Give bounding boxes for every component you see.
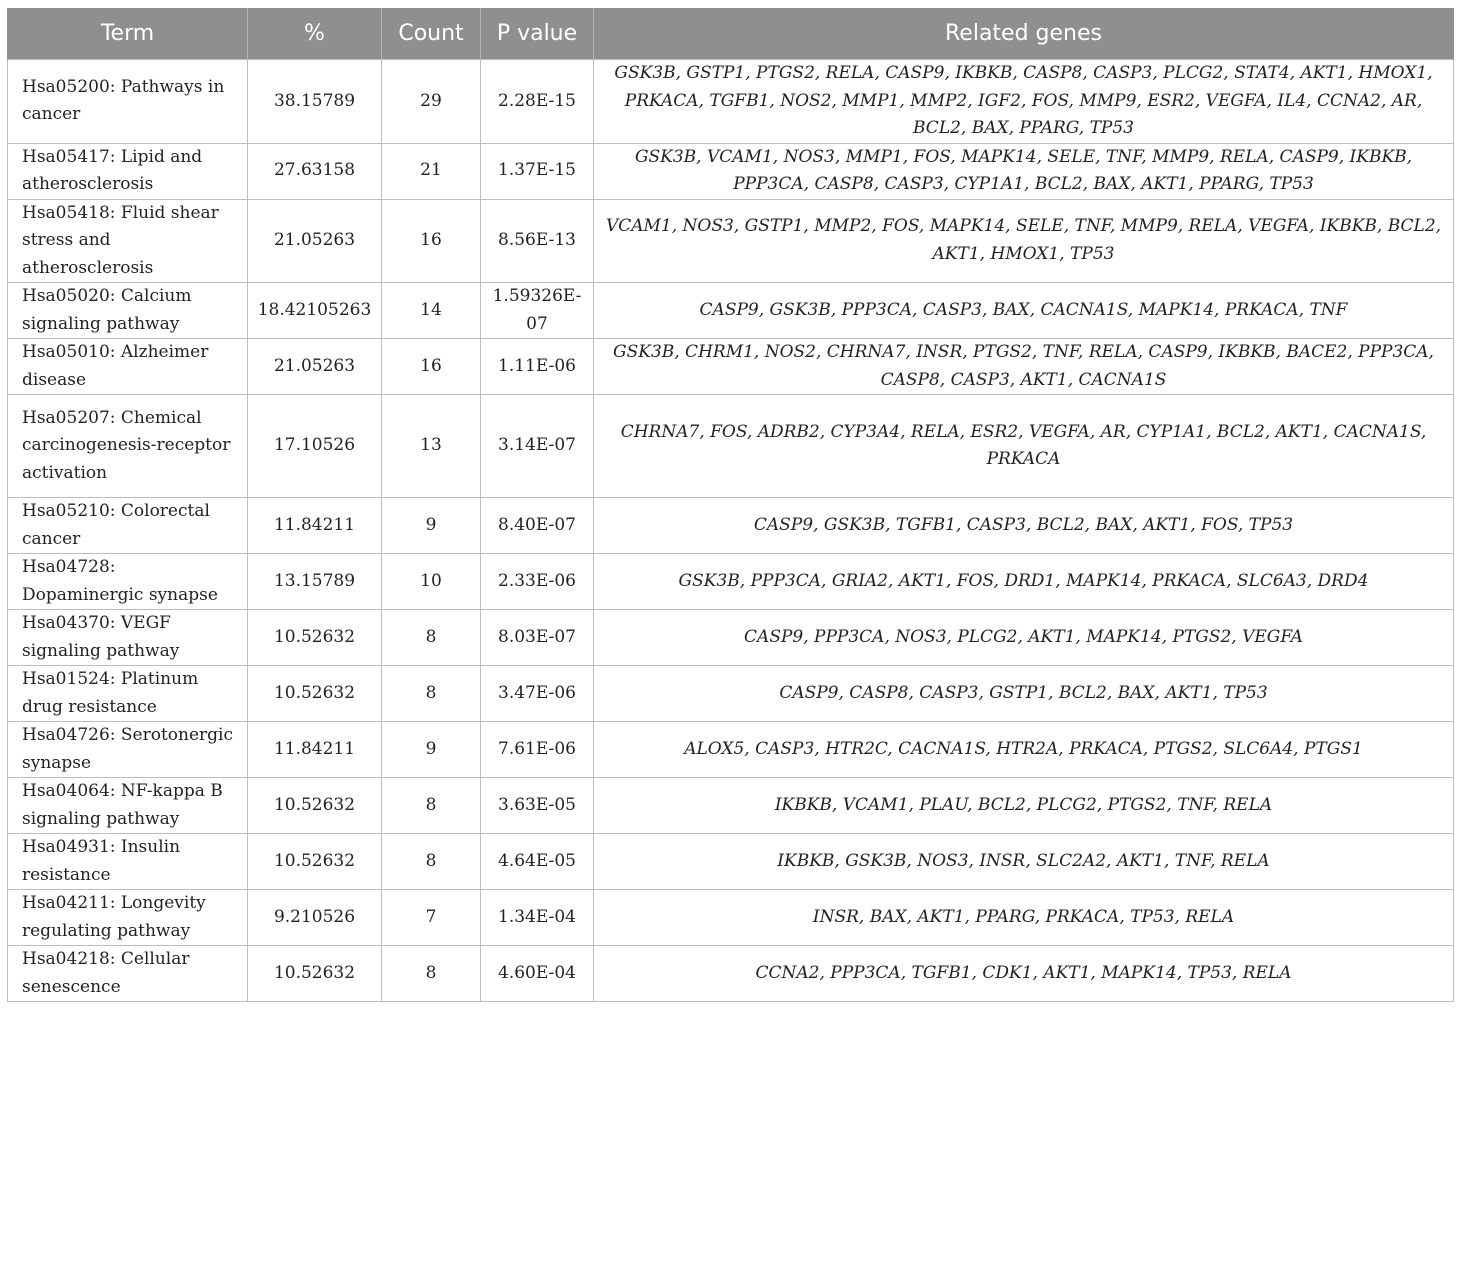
cell-term: Hsa04218: Cellular senescence <box>8 946 248 1002</box>
table-row <box>8 498 1454 554</box>
cell-p-value: 2.28E-15 <box>481 60 594 144</box>
table-row <box>8 890 1454 946</box>
header-p-value: P value <box>481 8 594 60</box>
table-row <box>8 778 1454 834</box>
cell-related-genes: GSK3B, CHRM1, NOS2, CHRNA7, INSR, PTGS2, TNF, RELA, CASP9, IKBKB, BACE2, PPP3CA, CASP8, CASP3, AKT1, CACNA1S <box>594 339 1454 395</box>
cell-p-value: 3.47E-06 <box>481 666 594 722</box>
cell-p-value: 2.33E-06 <box>481 554 594 610</box>
cell-related-genes: CCNA2, PPP3CA, TGFB1, CDK1, AKT1, MAPK14, TP53, RELA <box>594 946 1454 1002</box>
header-percent: % <box>248 8 382 60</box>
cell-related-genes: CASP9, GSK3B, TGFB1, CASP3, BCL2, BAX, AKT1, FOS, TP53 <box>594 498 1454 554</box>
header-term: Term <box>8 8 248 60</box>
cell-percent: 18.42105263 <box>248 283 382 339</box>
table-row <box>8 143 1454 199</box>
cell-count: 14 <box>382 283 481 339</box>
table-row <box>8 339 1454 395</box>
cell-related-genes: CASP9, PPP3CA, NOS3, PLCG2, AKT1, MAPK14, PTGS2, VEGFA <box>594 610 1454 666</box>
cell-term: Hsa05417: Lipid and atherosclerosis <box>8 143 248 199</box>
cell-term: Hsa01524: Platinum drug resistance <box>8 666 248 722</box>
table-row <box>8 60 1454 144</box>
cell-count: 9 <box>382 498 481 554</box>
cell-count: 8 <box>382 834 481 890</box>
cell-count: 8 <box>382 610 481 666</box>
cell-p-value: 8.03E-07 <box>481 610 594 666</box>
cell-related-genes: CHRNA7, FOS, ADRB2, CYP3A4, RELA, ESR2, VEGFA, AR, CYP1A1, BCL2, AKT1, CACNA1S, PRKACA <box>594 395 1454 498</box>
cell-term: Hsa04931: Insulin resistance <box>8 834 248 890</box>
table-row <box>8 554 1454 610</box>
cell-term: Hsa05418: Fluid shear stress and atherosclerosis <box>8 199 248 283</box>
table-row <box>8 283 1454 339</box>
cell-p-value: 1.59326E-07 <box>481 283 594 339</box>
cell-related-genes: GSK3B, GSTP1, PTGS2, RELA, CASP9, IKBKB, CASP8, CASP3, PLCG2, STAT4, AKT1, HMOX1, PRKACA, TGFB1, NOS2, MMP1, MMP2, IGF2, FOS, MMP9, ESR2, VEGFA, IL4, CCNA2, AR, BCL2, BAX, PPARG, TP53 <box>594 60 1454 144</box>
cell-percent: 10.52632 <box>248 778 382 834</box>
table-row <box>8 395 1454 498</box>
cell-count: 29 <box>382 60 481 144</box>
cell-p-value: 1.34E-04 <box>481 890 594 946</box>
table-row <box>8 199 1454 283</box>
cell-percent: 21.05263 <box>248 339 382 395</box>
cell-related-genes: INSR, BAX, AKT1, PPARG, PRKACA, TP53, RELA <box>594 890 1454 946</box>
cell-percent: 17.10526 <box>248 395 382 498</box>
cell-count: 10 <box>382 554 481 610</box>
cell-count: 16 <box>382 199 481 283</box>
cell-count: 16 <box>382 339 481 395</box>
cell-percent: 9.210526 <box>248 890 382 946</box>
cell-p-value: 1.11E-06 <box>481 339 594 395</box>
cell-p-value: 3.63E-05 <box>481 778 594 834</box>
cell-percent: 11.84211 <box>248 722 382 778</box>
cell-related-genes: IKBKB, GSK3B, NOS3, INSR, SLC2A2, AKT1, TNF, RELA <box>594 834 1454 890</box>
cell-count: 9 <box>382 722 481 778</box>
cell-term: Hsa04726: Serotonergic synapse <box>8 722 248 778</box>
cell-percent: 10.52632 <box>248 610 382 666</box>
table-row <box>8 834 1454 890</box>
cell-term: Hsa05010: Alzheimer disease <box>8 339 248 395</box>
cell-related-genes: CASP9, GSK3B, PPP3CA, CASP3, BAX, CACNA1S, MAPK14, PRKACA, TNF <box>594 283 1454 339</box>
cell-p-value: 4.64E-05 <box>481 834 594 890</box>
cell-term: Hsa05207: Chemical carcinogenesis-receptor activation <box>8 395 248 498</box>
cell-count: 8 <box>382 946 481 1002</box>
table-body <box>8 60 1454 1002</box>
cell-term: Hsa04211: Longevity regulating pathway <box>8 890 248 946</box>
cell-term: Hsa04728: Dopaminergic synapse <box>8 554 248 610</box>
cell-percent: 13.15789 <box>248 554 382 610</box>
cell-count: 8 <box>382 778 481 834</box>
cell-percent: 10.52632 <box>248 834 382 890</box>
cell-term: Hsa05210: Colorectal cancer <box>8 498 248 554</box>
table-row <box>8 946 1454 1002</box>
cell-percent: 10.52632 <box>248 666 382 722</box>
table-row <box>8 666 1454 722</box>
table-row <box>8 722 1454 778</box>
cell-count: 7 <box>382 890 481 946</box>
cell-percent: 11.84211 <box>248 498 382 554</box>
cell-count: 21 <box>382 143 481 199</box>
cell-related-genes: ALOX5, CASP3, HTR2C, CACNA1S, HTR2A, PRKACA, PTGS2, SLC6A4, PTGS1 <box>594 722 1454 778</box>
table-header <box>8 8 1454 60</box>
cell-related-genes: CASP9, CASP8, CASP3, GSTP1, BCL2, BAX, AKT1, TP53 <box>594 666 1454 722</box>
kegg-pathway-table <box>7 8 1454 1002</box>
header-count: Count <box>382 8 481 60</box>
cell-p-value: 1.37E-15 <box>481 143 594 199</box>
cell-percent: 21.05263 <box>248 199 382 283</box>
table-row <box>8 610 1454 666</box>
header-related-genes: Related genes <box>594 8 1454 60</box>
cell-count: 13 <box>382 395 481 498</box>
cell-related-genes: GSK3B, PPP3CA, GRIA2, AKT1, FOS, DRD1, MAPK14, PRKACA, SLC6A3, DRD4 <box>594 554 1454 610</box>
cell-related-genes: VCAM1, NOS3, GSTP1, MMP2, FOS, MAPK14, SELE, TNF, MMP9, RELA, VEGFA, IKBKB, BCL2, AKT1, HMOX1, TP53 <box>594 199 1454 283</box>
cell-p-value: 7.61E-06 <box>481 722 594 778</box>
cell-related-genes: IKBKB, VCAM1, PLAU, BCL2, PLCG2, PTGS2, TNF, RELA <box>594 778 1454 834</box>
cell-term: Hsa05020: Calcium signaling pathway <box>8 283 248 339</box>
cell-p-value: 3.14E-07 <box>481 395 594 498</box>
cell-percent: 38.15789 <box>248 60 382 144</box>
cell-term: Hsa04064: NF-kappa B signaling pathway <box>8 778 248 834</box>
cell-term: Hsa05200: Pathways in cancer <box>8 60 248 144</box>
cell-term: Hsa04370: VEGF signaling pathway <box>8 610 248 666</box>
cell-p-value: 8.56E-13 <box>481 199 594 283</box>
header-row <box>8 8 1454 60</box>
cell-p-value: 8.40E-07 <box>481 498 594 554</box>
cell-percent: 27.63158 <box>248 143 382 199</box>
cell-count: 8 <box>382 666 481 722</box>
cell-percent: 10.52632 <box>248 946 382 1002</box>
cell-related-genes: GSK3B, VCAM1, NOS3, MMP1, FOS, MAPK14, SELE, TNF, MMP9, RELA, CASP9, IKBKB, PPP3CA, CASP8, CASP3, CYP1A1, BCL2, BAX, AKT1, PPARG, TP53 <box>594 143 1454 199</box>
cell-p-value: 4.60E-04 <box>481 946 594 1002</box>
